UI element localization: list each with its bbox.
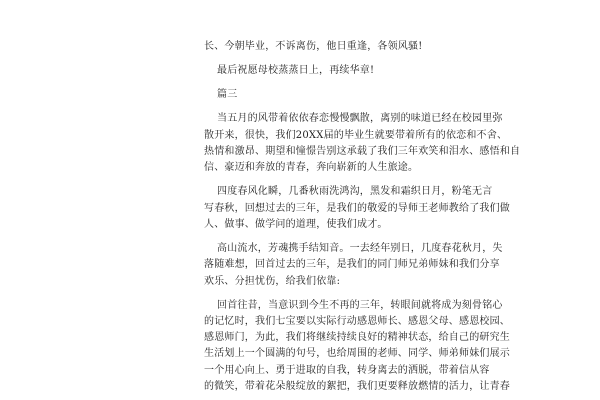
text-line: 的记忆时，我们七宝要以实际行动感恩师长、感恩父母、感恩校园、: [204, 316, 510, 327]
text-line: 最后祝愿母校蒸蒸日上，再续华章!: [217, 65, 375, 76]
text-line: 散开来，很快，我们20XX届的毕业生就要带着所有的依恋和不舍、: [204, 130, 508, 141]
section-heading: 篇三: [217, 89, 238, 100]
text-line: 长、今朝毕业，不诉离伤，他日重逢，各领风骚!: [204, 41, 423, 52]
text-line: 热情和激昂、期望和憧憬告别这承载了我们三年欢笑和泪水、感悟和自: [204, 146, 521, 157]
text-line: 的微笑，带着花朵般绽放的絮把，我们更要释放燃情的活力，让青春: [204, 381, 510, 392]
text-line: 人、做事、做学问的道理，使我们成才。: [204, 219, 388, 230]
text-line: 高山流水，芳魂携手结知音。一去经年别日，几度春花秋月，失: [217, 243, 503, 254]
text-line: 信、豪迈和奔放的青春，奔向崭新的人生旅途。: [204, 162, 419, 173]
text-line: 四度春风化瞬，几番秋雨洗鸿沟，黑发和霜织日月，粉笔无言: [217, 186, 493, 197]
text-line: 一个用心向上、勇于进取的自我，转身离去的洒脱，带着信从容: [204, 365, 490, 376]
text-line: 落随难想，回首过去的三年，是我们的同门师兄弟师妹和我们分享: [204, 259, 500, 270]
text-line: 感恩师门，为此，我们将继续持续良好的精神状态，给自己的研究生: [204, 332, 510, 343]
text-line: 欢乐、分担忧伤，给我们依靠:: [204, 276, 341, 287]
text-line: 写春秋，回想过去的三年，是我们的敬爱的导师王老师教给了我们做: [204, 203, 510, 214]
text-line: 生活划上一个圆满的句号，也给周围的老师、同学、师弟师妹们展示: [204, 348, 510, 359]
text-line: 回首往昔，当意识到今生不再的三年，转眼间就将成为刻骨铭心: [217, 300, 503, 311]
text-line: 当五月的风带着依依春恋慢慢飘散，离别的味道已经在校园里弥: [217, 113, 503, 124]
